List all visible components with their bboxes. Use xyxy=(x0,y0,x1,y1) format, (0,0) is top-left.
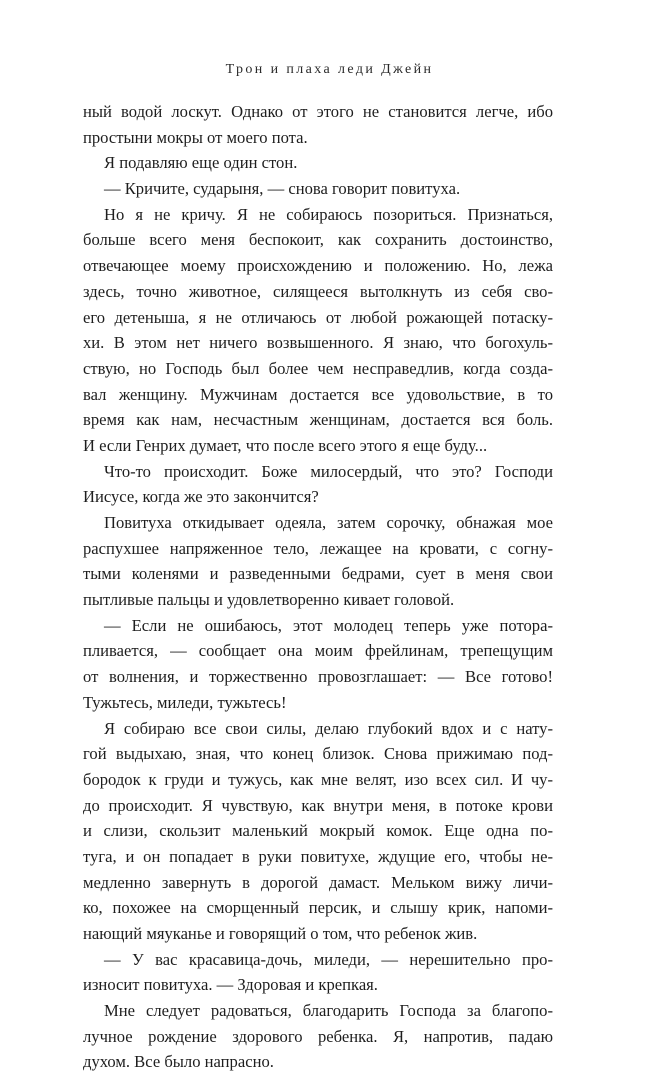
text-line: распухшее напряженное тело, лежащее на кровати, с согну- xyxy=(83,538,553,558)
text-line: больше всего меня беспокоит, как сохранить достоинство, xyxy=(83,230,553,250)
text-line: пливается, — сообщает она моим фрейлинам, трепещущим xyxy=(83,641,553,661)
text-line: бородок к груди и тужусь, как мне велят, изо всех сил. И чу- xyxy=(83,769,553,789)
text-line: Повитуха откидывает одеяла, затем сорочку, обнажая мое xyxy=(104,513,553,532)
text-line: Я подавляю еще один стон. xyxy=(104,153,298,173)
body-text xyxy=(83,99,553,1075)
text-line: медленно завернуть в дорогой дамаст. Мельком вижу личи- xyxy=(83,872,553,892)
text-line: пытливые пальцы и удовлетворенно кивает головой. xyxy=(83,590,455,610)
text-line: Что-то происходит. Боже милосердый, что это? Господи xyxy=(104,461,553,481)
text-line: Мне следует радоваться, благодарить Господа за благопо- xyxy=(104,1001,553,1021)
text-line: — Кричите, сударыня, — снова говорит повитуха. xyxy=(104,179,461,199)
text-line: отвечающее моему происхождению и положению. Но, лежа xyxy=(83,256,553,276)
text-line: ствую, но Господь был более чем несправедлив, когда созда- xyxy=(83,358,553,378)
text-line: лучное рождение здорового ребенка. Я, напротив, падаю xyxy=(83,1026,553,1046)
text-line: и слизи, скользит маленький мокрый комок. Еще одна по- xyxy=(83,821,553,841)
text-line: туга, и он попадает в руки повитухе, ждущие его, чтобы не- xyxy=(83,846,553,866)
text-line: здесь, точно животное, силящееся вытолкнуть из себя сво- xyxy=(83,281,553,301)
text-line: от волнения, и торжественно провозглашает: — Все готово! xyxy=(83,667,553,687)
text-line: время как нам, несчастным женщинам, достается вся боль. xyxy=(83,410,553,430)
text-line: Тужьтесь, миледи, тужьтесь! xyxy=(83,692,287,712)
text-line: тыми коленями и разведенными бедрами, сует в меня свои xyxy=(83,564,553,584)
text-line: — Если не ошибаюсь, этот молодец теперь уже потора- xyxy=(104,615,553,635)
text-line: простыни мокры от моего пота. xyxy=(83,127,308,147)
text-line: гой выдыхаю, зная, что конец близок. Снова прижимаю под- xyxy=(83,744,553,764)
text-line: вал женщину. Мужчинам достается все удовольствие, в то xyxy=(83,384,553,404)
text-line: — У вас красавица-дочь, миледи, — нерешительно про- xyxy=(104,949,553,969)
text-line: его детеныша, я не отличаюсь от любой рожающей потаску- xyxy=(83,307,553,327)
text-line: до происходит. Я чувствую, как внутри меня, в потоке крови xyxy=(83,795,553,815)
running-head: Трон и плаха леди Джейн xyxy=(225,62,434,77)
text-line: хи. В этом нет ничего возвышенного. Я знаю, что богохуль- xyxy=(83,333,553,353)
text-line: ный водой лоскут. Однако от этого не становится легче, ибо xyxy=(83,102,553,121)
text-line: Но я не кричу. Я не собираюсь позориться. Признаться, xyxy=(104,204,553,224)
text-line: духом. Все было напрасно. xyxy=(83,1052,274,1072)
text-line: Я собираю все свои силы, делаю глубокий вдох и с нату- xyxy=(104,718,553,738)
text-line: нающий мяуканье и говорящий о том, что ребенок жив. xyxy=(83,924,478,943)
text-line: Иисусе, когда же это закончится? xyxy=(83,487,319,507)
text-line: износит повитуха. — Здоровая и крепкая. xyxy=(83,975,378,995)
text-line: ко, похожее на сморщенный персик, и слышу крик, напоми- xyxy=(83,898,553,918)
text-line: И если Генрих думает, что после всего этого я еще буду... xyxy=(83,435,488,455)
